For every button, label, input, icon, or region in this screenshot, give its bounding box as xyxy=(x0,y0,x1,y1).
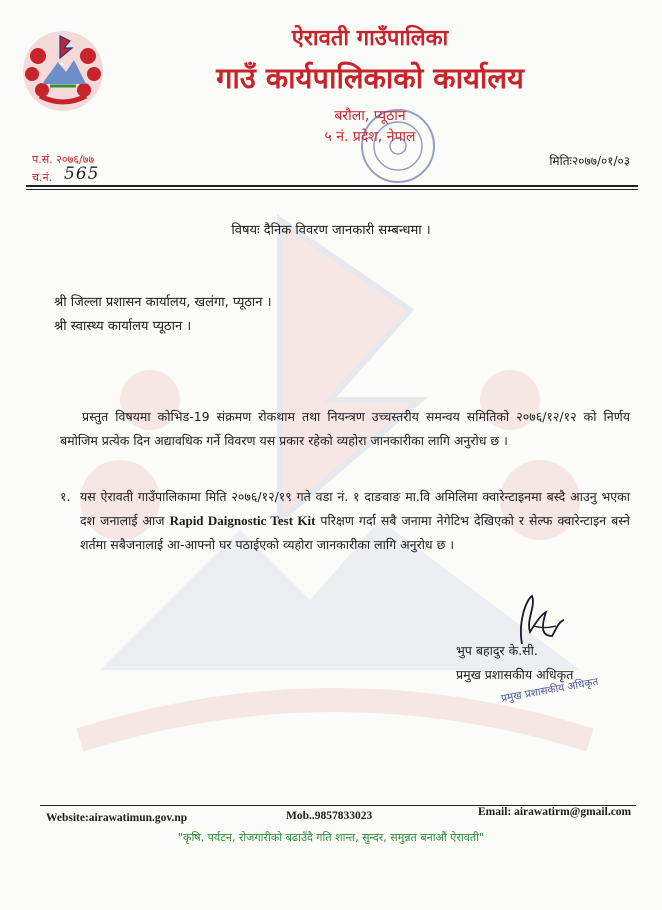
header-divider xyxy=(26,185,638,187)
chalani-number: 565 xyxy=(64,164,100,184)
signatory-title: प्रमुख प्रशासकीय अधिकृत xyxy=(456,667,574,682)
footer-slogan: "कृषि, पर्यटन, रोजगारीको बढाउँदै गति शान्त, सुन्दर, समुन्नत बनाऔं ऐरावती" xyxy=(177,831,485,844)
body-item xyxy=(80,485,630,557)
item-text-before: यस ऐरावती गाउँपालिकामा मिति २०७६/१२/१९ गते वडा नं. १ दाङवाङ मा.वि अमिलिमा क्वारेन्टाइनमा बस्दै आउनु भएका दश जनालाई आज xyxy=(80,489,630,528)
municipality-name: ऐरावती गाउँपालिका xyxy=(291,26,449,51)
signatory-name: भुप बहादुर के.सी. xyxy=(456,643,538,658)
patra-sankhya: प.सं. २०७६/७७ xyxy=(32,153,95,166)
letter-subject: विषयः दैनिक विवरण जानकारी सम्बन्धमा । xyxy=(231,223,431,238)
office-location: बरौला, प्यूठान xyxy=(334,108,406,124)
item-text-latin: Rapid Daignostic Test Kit xyxy=(169,513,316,528)
office-seal-icon xyxy=(358,106,438,186)
recipient-2: श्री स्वास्थ्य कार्यालय प्यूठान । xyxy=(54,319,192,334)
province-name: ५ नं. प्रदेश, नेपाल xyxy=(324,129,416,145)
nepal-emblem-icon xyxy=(20,28,106,114)
signatory-stamp: प्रमुख प्रशासकीय अधिकृत xyxy=(500,675,600,705)
recipient-1: श्री जिल्ला प्रशासन कार्यालय, खलंगा, प्यूठान । xyxy=(54,295,272,310)
footer-mobile: Mob..9857833023 xyxy=(286,810,373,822)
item-text-after: परिक्षण गर्दा सबै जनामा नेगेटिभ देखिएको र सेल्फ क्वारेन्टाइन बस्ने शर्तमा सबैजनालाई आ-आफ्नो घर पठाईएको व्यहोरा जानकारीका लागि अनुरोध छ । xyxy=(80,513,630,552)
item-number: १. xyxy=(60,489,71,504)
chalani-label: च.नं. xyxy=(32,171,53,184)
footer-website: Website:airawatimun.gov.np xyxy=(46,812,188,824)
office-name: गाउँ कार्यपालिकाको कार्यालय xyxy=(216,61,524,95)
letter-date: मितिः२०७७/०१/०३ xyxy=(549,154,630,168)
header-divider-thin xyxy=(26,189,638,190)
body-paragraph: प्रस्तुत विषयमा कोभिड-19 संक्रमण रोकथाम तथा नियन्त्रण उच्चस्तरीय समन्वय समितिको २०७६/१२/१२ को निर्णय बमोजिम प्रत्येक दिन अद्यावधिक गर्ने विवरण यस प्रकार रहेको व्यहोरा जानकारीका लागि अनुरोध छ । xyxy=(60,409,630,448)
footer-email: Email: airawatirm@gmail.com xyxy=(478,806,632,818)
